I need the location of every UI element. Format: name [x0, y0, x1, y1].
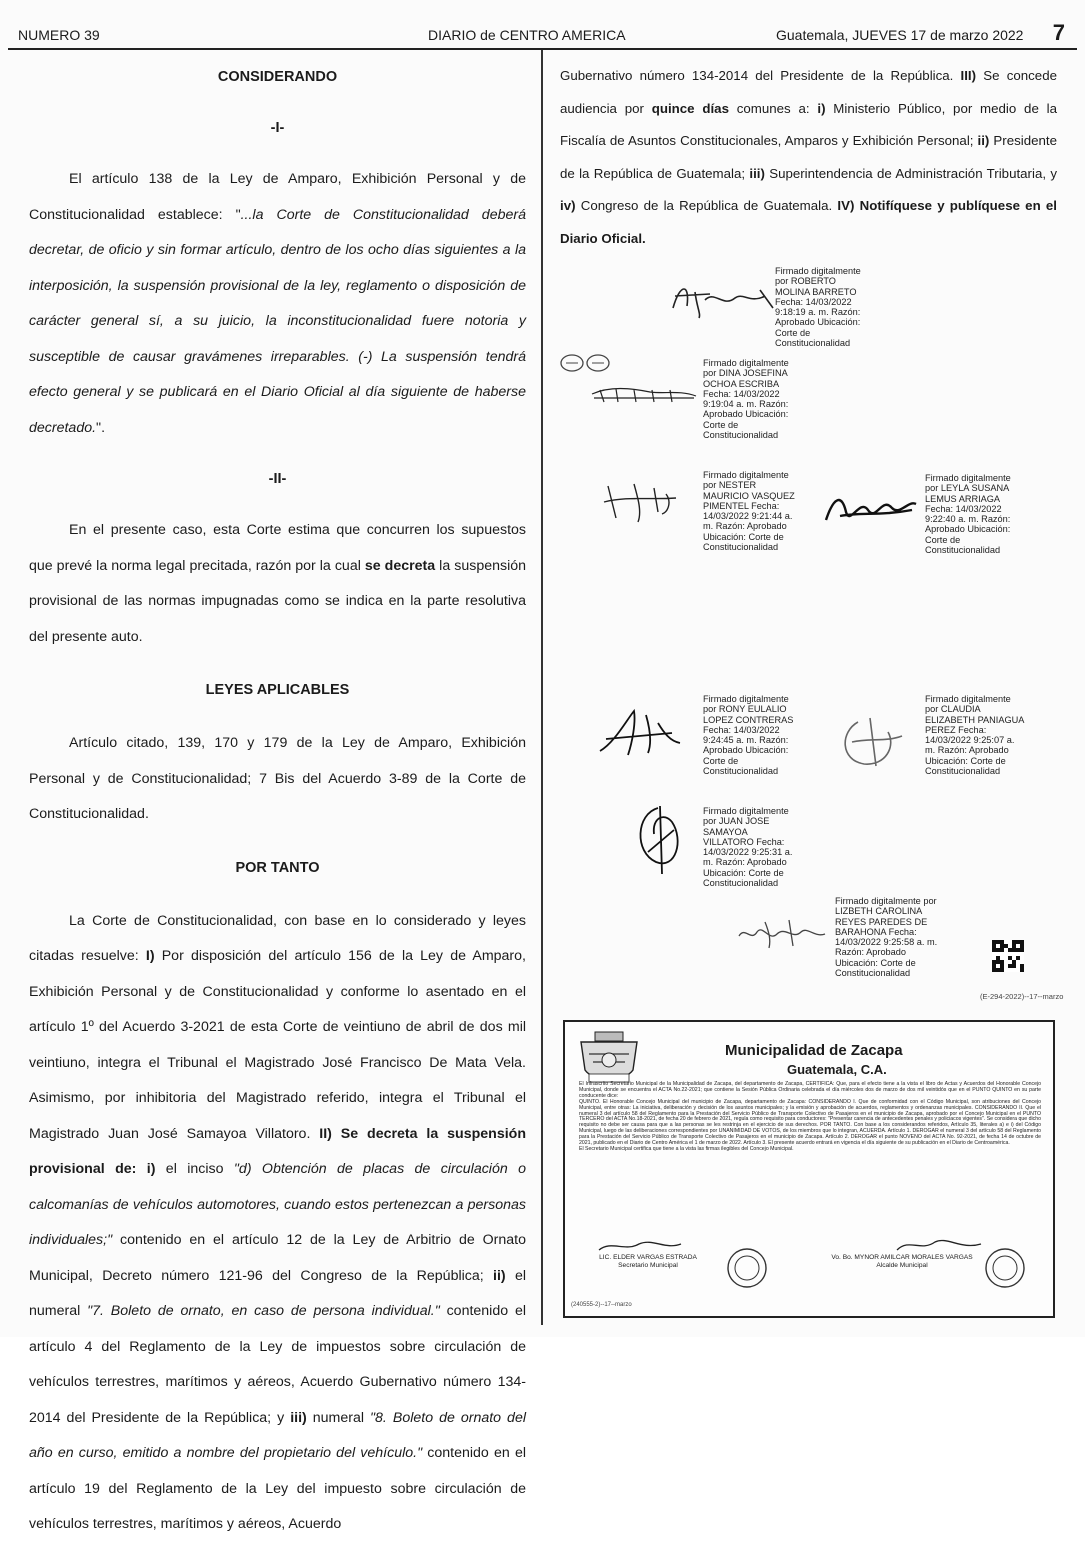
signature-ochoa-image — [590, 384, 700, 406]
signature-lopez: Firmado digitalmente por RONY EULALIO LOPEZ CONTRERAS Fecha: 14/03/2022 9:24:45 a. m. Razón: Aprobado Ubicación: Corte de Constitucionalidad — [703, 694, 794, 777]
page-header — [18, 22, 1067, 46]
paragraph-presente-caso: En el presente caso, esta Corte estima que concurren los supuestos que prevé la norma legal precitada, razón por la cual se decreta la suspensión provisional de las normas impugnadas como se indica en la parte resolutiva del presente auto. — [29, 522, 527, 645]
muni-secretary-sign: LIC. ELDER VARGAS ESTRADA Secretario Municipal — [599, 1254, 697, 1269]
paragraph-resuelve: La Corte de Constitucionalidad, con base en lo considerado y leyes citadas resuelve: I) Por disposición del artículo 156 de la Ley de Amparo, Exhibición Personal y de Constitucionalidad y conforme lo asentado en el artículo 1º del Acuerdo 3-2021 de esta Corte de veintiuno de abril de dos mil veintiuno, integra el Tribunal el Magistrado José Francisco De Mata Vela. Asimismo, por inhibitoria del Magistrado referido, integra el Tribunal el Magistrado Juan José Samayoa Villatoro. II) Se decreta la suspensión provisional de: i) el inciso "d) Obtención de placas de circulación o calcomanías de vehículos automotores, cuando estos pertenezcan a personas individuales;" contenido en el artículo 12 de la Ley de Arbitrio de Ornato Municipal, Decreto número 121-96 del Congreso de la República; ii) el numeral "7. Boleto de ornato, en caso de persona individual." contenido el artículo 4 del Reglamento de la Ley de impuestos sobre circulación de vehículos terrestres, marítimos y aéreos, Acuerdo Gubernativo número 134-2014 del Presidente de la República; y iii) numeral "8. Boleto de ornato del año en curso, emitido a nombre del propietario del vehículo." contenido en el artículo 19 del Reglamento de la Ley del impuesto sobre circulación de vehículos terrestres, marítimos y aéreos, Acuerdo — [29, 912, 527, 1532]
muni-mayor-stamp-icon — [983, 1246, 1027, 1290]
column-divider — [541, 50, 543, 1325]
section-ii-heading: -II- — [268, 471, 287, 487]
page-number: 7 — [1052, 20, 1065, 45]
considerando-heading: CONSIDERANDO — [217, 69, 338, 85]
signature-paniagua-image — [830, 712, 910, 772]
signature-ochoa: Firmado digitalmente por DINA JOSEFINA OCHOA ESCRIBA Fecha: 14/03/2022 9:19:04 a. m. Razón: Aprobado Ubicación: Corte de Constitucionalidad — [703, 358, 789, 441]
qr-code-icon — [992, 940, 1024, 972]
muni-subtitle: Guatemala, C.A. — [787, 1062, 887, 1077]
signature-molina: Firmado digitalmente por ROBERTO MOLINA BARRETO Fecha: 14/03/2022 9:18:19 a. m. Razón: Aprobado Ubicación: Corte de Constitucionalidad — [775, 266, 861, 349]
municipal-coat-of-arms-icon — [575, 1030, 643, 1088]
muni-secretary-stamp-icon — [725, 1246, 769, 1290]
left-column — [29, 60, 526, 1543]
right-column — [560, 60, 1057, 255]
signature-samayoa-image — [628, 800, 688, 880]
signature-vasquez: Firmado digitalmente por NESTER MAURICIO VASQUEZ PIMENTEL Fecha: 14/03/2022 9:21:44 a. m. Razón: Aprobado Ubicación: Corte de Constitucionalidad — [703, 470, 795, 553]
publication-reference: (E-294-2022)--17--marzo — [980, 992, 1064, 1001]
signature-ochoa-seal-image — [558, 352, 618, 374]
signature-reyes-image — [735, 912, 830, 952]
muni-mayor-signature-image — [895, 1234, 985, 1256]
signature-molina-image — [665, 278, 780, 323]
municipalidad-notice — [563, 1020, 1055, 1318]
muni-reference: (240555-2)--17--marzo — [571, 1302, 632, 1308]
section-i-heading: -I- — [270, 120, 285, 136]
signature-lemus-image — [820, 486, 920, 530]
muni-body: El Infrascrito Secretario Municipal de la Municipalidad de Zacapa, del departamento de Zacapa, CERTIFICA: Que, para el efecto tiene a la vista el libro de Actas y Acuerdos del Honorable Concejo Municipal, donde se encuentra el ACTA No.22-2021; que contiene la Sesión Pública Ordinaria celebrada el día miércoles dos de marzo de dos mil veintidós que en el PUNTO QUINTO en su parte conducente dice: QUINTO. El Honorable Concejo Municipal del municipio de Zacapa, departamento de Zacapa: CONSIDERANDO I. Que de conformidad con el Código Municipal, son atribuciones del Concejo Municipal, entre otras: La iniciativa, deliberación y decisión de los asuntos municipales; y la emisión y aprobación de acuerdos, reglamentos y ordenanzas municipales. CONSIDERANDO II. Que el numeral 3 del artículo 58 del Reglamento para la Prestación del Servicio Público de Transporte Colectivo de Pasajeros en el municipio de Zacapa, aprobado por el Concejo Municipal en el PUNTO TERCERO del ACTA No.18-2021, de fecha 20 de febrero de 2021, regula como requisito para conductores: "Presentar carencia de antecedentes penales y policiacos vigentes". Se considera que dicho requisito no debe ser causa para que a las personas se les restrinja en el ejercicio de sus derechos. POR TANTO. Con base a los considerandos referidos, Artículo 35, literales a) e i) del Código Municipal, luego de las deliberaciones correspondientes por UNANIMIDAD DE VOTOS, de los miembros que lo integran, ACUERDA. Artículo 1. DEROGAR el numeral 3 del artículo 58 del Reglamento para la Prestación del Servicio Público de Transporte Colectivo de Pasajeros en el municipio de Zacapa. Artículo 2. DEROGAR el punto NOVENO del ACTA No. 92-2021, de fecha 14 de octubre de 2021, publicado en el Diario de Centro América el 1 de marzo de 2022. Artículo 3. El presente acuerdo entrará en vigencia el día siguiente de su publicación en el Diario de Centroamérica. El Secretario Municipal certifica que tiene a la vista las firmas ilegibles del Concejo Municipal. — [579, 1081, 1041, 1152]
issue-number: NUMERO 39 — [18, 27, 100, 43]
muni-secretary-signature-image — [595, 1236, 685, 1256]
issue-date: Guatemala, JUEVES 17 de marzo 2022 — [776, 27, 1024, 43]
paragraph-continuacion: Gubernativo número 134-2014 del Presidente de la República. III) Se concede audiencia por quince días comunes a: i) Ministerio Público, por medio de la Fiscalía de Asuntos Constitucionales, Amparos y Exhibición Personal; ii) Presidente de la República de Guatemala; iii) Superintendencia de Administración Tributaria, y iv) Congreso de la República de Guatemala. IV) Notifíquese y publíquese en el Diario Oficial. — [560, 68, 1058, 246]
signature-paniagua: Firmado digitalmente por CLAUDIA ELIZABETH PANIAGUA PEREZ Fecha: 14/03/2022 9:25:07 a. m. Razón: Aprobado Ubicación: Corte de Constitucionalidad — [925, 694, 1025, 777]
newspaper-name: DIARIO de CENTRO AMERICA — [428, 27, 626, 43]
muni-title: Municipalidad de Zacapa — [725, 1042, 903, 1059]
muni-mayor-sign: Vo. Bo. MYNOR AMILCAR MORALES VARGAS Alcalde Municipal — [831, 1254, 973, 1269]
signature-lemus: Firmado digitalmente por LEYLA SUSANA LEMUS ARRIAGA Fecha: 14/03/2022 9:22:40 a. m. Razón: Aprobado Ubicación: Corte de Constitucionalidad — [925, 473, 1011, 556]
signature-reyes: Firmado digitalmente por LIZBETH CAROLINA REYES PAREDES DE BARAHONA Fecha: 14/03/2022 9:25:58 a. m. Razón: Aprobado Ubicación: Corte de Constitucionalidad — [835, 896, 938, 979]
signature-lopez-image — [592, 703, 687, 761]
leyes-aplicables-heading: LEYES APLICABLES — [205, 682, 350, 698]
por-tanto-heading: POR TANTO — [235, 859, 320, 876]
paragraph-article-138: El artículo 138 de la Ley de Amparo, Exhibición Personal y de Constitucionalidad establece: "...la Corte de Constitucionalidad deberá decretar, de oficio y sin formar artículo, dentro de los ocho días siguientes a la interposición, la suspensión provisional de la ley, reglamento o disposición de carácter general sí, a su juicio, la inconstitucionalidad fuere notoria y susceptible de causar gravámenes irreparables. (-) La suspensión tendrá efecto general y se publicará en el Diario Oficial al día siguiente de haberse decretado.". — [29, 171, 526, 436]
paragraph-articulo-citado: Artículo citado, 139, 170 y 179 de la Ley de Amparo, Exhibición Personal y de Constitucionalidad; 7 Bis del Acuerdo 3-89 de la Corte de Constitucionalidad. — [29, 735, 526, 822]
signature-samayoa: Firmado digitalmente por JUAN JOSE SAMAYOA VILLATORO Fecha: 14/03/2022 9:25:31 a. m. Razón: Aprobado Ubicación: Corte de Constitucionalidad — [703, 806, 793, 889]
signature-vasquez-image — [598, 478, 688, 526]
